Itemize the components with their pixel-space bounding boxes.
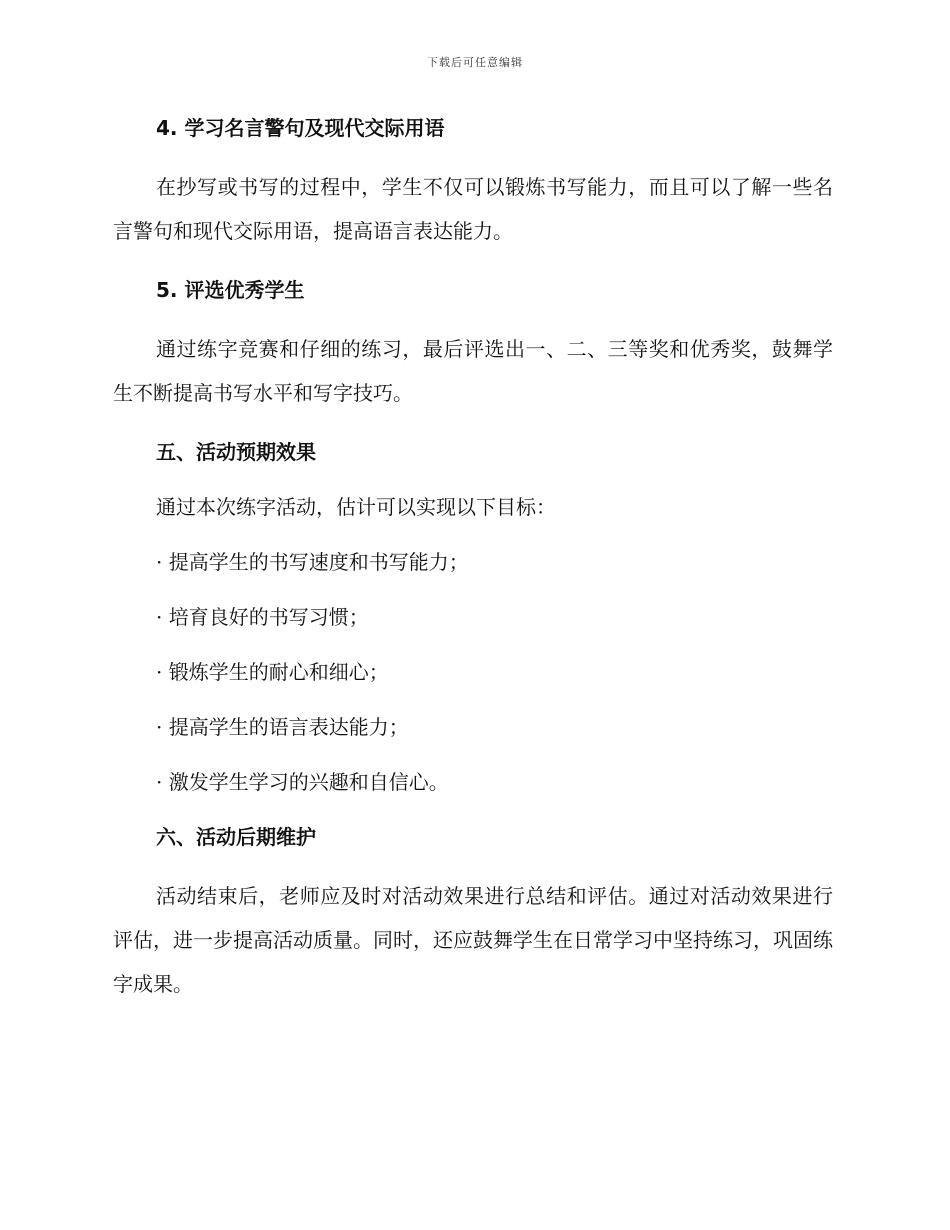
document-body	[113, 110, 833, 1006]
expected-effects-intro: 通过本次练字活动，估计可以实现以下目标：	[156, 495, 556, 519]
maintenance-paragraph: 活动结束后，老师应及时对活动效果进行总结和评估。通过对活动效果进行评估，进一步提高活动质量。同时，还应鼓舞学生在日常学习中坚持练习，巩固练字成果。	[113, 884, 833, 996]
page-header-note: 下载后可任意编辑	[427, 56, 523, 69]
maintenance-heading: 六、活动后期维护	[156, 825, 316, 849]
expected-effects-heading: 五、活动预期效果	[156, 440, 316, 464]
list-item: · 锻炼学生的耐心和细心；	[156, 660, 389, 684]
section-5-heading: 5. 评选优秀学生	[156, 278, 305, 302]
list-item: · 提高学生的书写速度和书写能力；	[156, 550, 469, 574]
section-4-paragraph: 在抄写或书写的过程中，学生不仅可以锻炼书写能力，而且可以了解一些名言警句和现代交际用语，提高语言表达能力。	[113, 175, 833, 243]
section-4-heading: 4. 学习名言警句及现代交际用语	[156, 116, 445, 140]
section-5-paragraph: 通过练字竞赛和仔细的练习，最后评选出一、二、三等奖和优秀奖，鼓舞学生不断提高书写水平和写字技巧。	[113, 337, 833, 405]
list-item: · 培育良好的书写习惯；	[156, 605, 369, 629]
list-item: · 激发学生学习的兴趣和自信心。	[156, 770, 449, 794]
list-item: · 提高学生的语言表达能力；	[156, 715, 409, 739]
